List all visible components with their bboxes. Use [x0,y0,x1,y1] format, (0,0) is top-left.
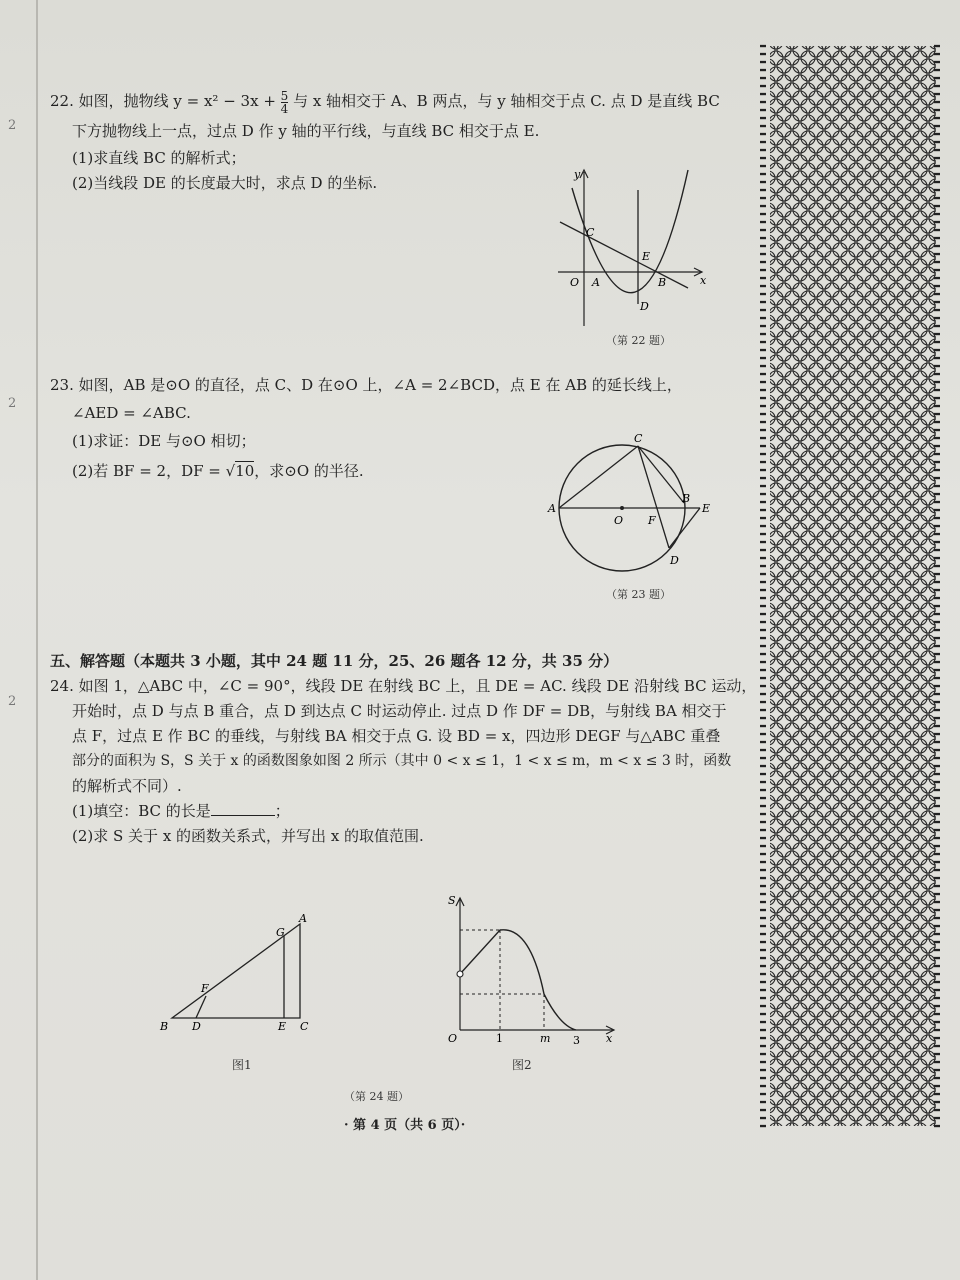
tick-1: 1 [496,1032,503,1045]
chord-cb [638,446,684,503]
label-g: G [276,926,285,939]
q23-part2: (2)若 BF = 2，DF = √10，求⊙O 的半径. [72,462,364,480]
label-e: E [642,250,651,263]
q22-part1: (1)求直线 BC 的解析式； [72,149,246,167]
label-d: D [670,554,679,567]
q23-caption: （第 23 题） [606,588,671,601]
label-o: O [570,276,580,289]
label-x: x [700,274,707,287]
label-b: B [682,492,691,505]
label-e: E [278,1020,287,1033]
label-c: C [586,226,595,239]
q23-part1: (1)求证：DE 与⊙O 相切； [72,432,256,450]
ring-pattern [770,46,936,1126]
q24-line2: 开始时，点 D 与点 B 重合，点 D 到达点 C 时运动停止. 过点 D 作 DF = DB，与射线 BA 相交于 [72,702,727,720]
q22-part2: (2)当线段 DE 的长度最大时，求点 D 的坐标. [72,174,378,192]
q24-line3: 点 F，过点 E 作 BC 的垂线，与射线 BA 相交于点 G. 设 BD = x，四边形 DEGF 与△ABC 重叠 [72,727,721,745]
q24-caption: （第 24 题） [344,1090,409,1103]
label-c: C [300,1020,309,1033]
page-footer: · 第 4 页（共 6 页）· [344,1118,466,1133]
label-a: A [592,276,600,289]
q24-figure-1 [156,912,326,1042]
label-s: S [448,894,456,907]
decorative-pattern-border [760,42,940,1130]
margin-mark: 2 [8,694,17,709]
label-a: A [548,502,556,515]
dotted-edge-left [760,42,766,1130]
label-o: O [448,1032,458,1045]
chord-ac [559,446,638,508]
fig1-label: 图1 [232,1058,252,1072]
tick-3: 3 [573,1034,580,1047]
q24-figure-2 [440,890,620,1050]
q24-line5: 的解析式不同）. [72,777,182,795]
fraction: $\frac{5}{4}$ [280,88,289,116]
function-curve [460,930,576,1030]
q22-caption: （第 22 题） [606,334,671,347]
sqrt-symbol: √ [225,462,236,480]
dotted-edge-right [934,42,940,1130]
margin-mark: 2 [8,396,17,411]
label-f: F [201,982,209,995]
margin-mark: 2 [8,118,17,133]
q24-line1: 24. 如图 1，△ABC 中，∠C = 90°，线段 DE 在射线 BC 上，且 DE = AC. 线段 DE 沿射线 BC 运动， [50,677,757,695]
q22-line1: 22. 如图，抛物线 y = x² − 3x + $\frac{5}{4}$ 与 x 轴相交于 A、B 两点，与 y 轴相交于点 C. 点 D 是直线 BC [50,88,720,116]
label-o: O [614,514,624,527]
label-b: B [160,1020,169,1033]
center-point [620,506,624,510]
question-24 [50,674,756,849]
label-d: D [192,1020,201,1033]
label-a: A [299,912,307,925]
label-d: D [640,300,649,313]
label-c: C [634,432,643,445]
label-x: x [606,1032,613,1045]
label-b: B [658,276,667,289]
tick-m: m [540,1032,551,1045]
open-point [457,971,463,977]
page-fold-line [36,0,38,1280]
fig2-label: 图2 [512,1058,532,1072]
label-e: E [702,502,711,515]
q24-part1: (1)填空：BC 的长是 ； [72,802,290,820]
q23-line1: 23. 如图，AB 是⊙O 的直径，点 C、D 在⊙O 上，∠A = 2∠BCD，点 E 在 AB 的延长线上， [50,376,682,394]
label-f: F [648,514,656,527]
q23-figure [544,432,720,588]
q22-figure [552,166,722,332]
q24-line4: 部分的面积为 S，S 关于 x 的函数图象如图 2 所示（其中 0 < x ≤ 1，1 < x ≤ m，m < x ≤ 3 时，函数 [72,753,732,769]
label-y: y [574,168,581,181]
line-bc [560,222,688,288]
answer-blank [211,801,275,816]
section-5-heading: 五、解答题（本题共 3 小题，其中 24 题 11 分，25、26 题各 12 分，共 35 分） [50,652,619,670]
q22-line2: 下方抛物线上一点，过点 D 作 y 轴的平行线，与直线 BC 相交于点 E. [72,122,540,140]
q23-line2: ∠AED = ∠ABC. [72,404,191,422]
q24-part2: (2)求 S 关于 x 的函数关系式，并写出 x 的取值范围. [72,827,424,845]
